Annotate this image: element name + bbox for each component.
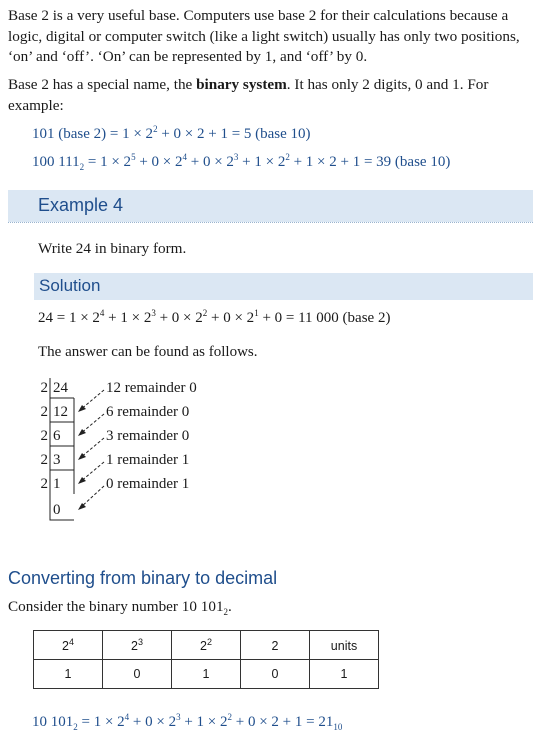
eq2-part: + 1 × 2 + 1 = 39 (base 10) [289,154,451,170]
table-cell: 1 [34,660,103,689]
final-eq-part: 10 101 [32,714,74,730]
solution-equation [38,308,390,327]
table-header-cell: $2^4$ [34,631,103,660]
final-eq-part: + 1 × 2 [180,714,228,730]
example-equation-2 [32,152,450,172]
example-header-bar [8,190,533,222]
lead-text: . [228,598,232,615]
eq2-part: + 1 × 2 [238,154,286,170]
para2-start: Base 2 has a special name, the [8,76,197,93]
final-eq-sub: 2 [73,722,78,732]
place-value-table [33,630,379,689]
table-header-cell: units [310,631,379,660]
division-note: 0 remainder 1 [106,476,190,492]
table-cell: 0 [241,660,310,689]
example-equation-1 [32,124,311,143]
eq2-part: 100 111 [32,154,80,170]
binary-system-paragraph [8,75,536,116]
quotient-value: 24 [53,380,68,396]
table-header-cell: $2^3$ [103,631,172,660]
sol-eq-part: + 0 = 11 000 (base 2) [258,310,391,326]
sol-eq-part: + 1 × 2 [104,310,152,326]
division-note: 3 remainder 0 [106,428,190,444]
final-eq-part: + 0 × 2 [129,714,177,730]
intro-paragraph: Base 2 is a very useful base. Computers use base 2 for their calculations because a logic, digital or computer switch (like a light switch) usually has only two positions, ‘on’ and ‘off’. ‘On’ can be represented by 1, and ‘off’ by 0. [8,7,520,65]
table-header-row [34,631,379,660]
final-eq-exp: 3 [176,712,181,722]
eq2-exp: 2 [285,152,290,162]
quotient-value: 1 [53,476,61,492]
lead-text: Consider the binary number 10 101 [8,598,224,615]
eq2-exp: 4 [182,152,187,162]
solution-header-bar [34,273,533,300]
arrow-heads [78,405,86,510]
sol-eq-part: + 0 × 2 [155,310,203,326]
convert-lead [8,598,232,617]
final-eq-exp: 2 [227,712,233,722]
divisor: 2 [40,452,48,468]
eq2-part: + 0 × 2 [135,154,183,170]
divisor: 2 [40,476,48,492]
eq2-part: = 1 × 2 [84,154,132,170]
binary-system-term: binary system [196,76,287,93]
sol-eq-exp: 2 [202,308,208,318]
final-eq-part: + 0 × 2 + 1 = 21 [232,714,334,730]
example-divider [8,222,533,223]
sol-eq-exp: 4 [99,308,105,318]
final-eq-exp: 4 [124,712,130,722]
eq2-part: + 0 × 2 [186,154,234,170]
quotient-value: 6 [53,428,61,444]
sol-eq-exp: 1 [254,308,259,318]
quotient-value: 3 [53,452,61,468]
solution-title: Solution [39,276,101,295]
table-cell: 0 [103,660,172,689]
table-cell: 1 [310,660,379,689]
table-row [34,660,379,689]
section-heading: Converting from binary to decimal [8,568,278,588]
division-note: 1 remainder 1 [106,452,190,468]
quotient-value: 12 [53,404,68,420]
example-question: Write 24 in binary form. [38,240,187,257]
sol-eq-part: + 0 × 2 [207,310,255,326]
division-ladder [36,376,236,526]
eq2-sub: 2 [79,162,85,172]
quotient-value: 0 [53,502,61,518]
divisor: 2 [40,404,48,420]
eq2-exp: 5 [131,152,136,162]
division-note: 12 remainder 0 [106,380,197,396]
eq1-part: + 0 × 2 + 1 = 5 (base 10) [157,126,311,142]
answer-note: The answer can be found as follows. [38,344,258,360]
example-title: Example 4 [38,195,124,215]
final-eq-sub: 10 [333,722,343,732]
sol-eq-part: 24 = 1 × 2 [38,310,100,326]
sol-eq-exp: 3 [151,308,156,318]
eq1-part: 101 (base 2) = 1 × 2 [32,126,154,142]
table-header-cell: $2^2$ [172,631,241,660]
divisor: 2 [40,428,48,444]
eq2-exp: 3 [233,152,239,162]
division-lines-svg [36,376,236,526]
para2-end: . It has only 2 digits, 0 and 1. For example: [8,76,489,114]
final-eq-part: = 1 × 2 [77,714,125,730]
lead-sub: 2 [223,607,229,618]
final-equation [32,712,342,732]
eq1-exp: 2 [153,124,158,134]
division-note: 6 remainder 0 [106,404,190,420]
table-cell: 1 [172,660,241,689]
table-header-cell: 2 [241,631,310,660]
divisor: 2 [40,380,48,396]
